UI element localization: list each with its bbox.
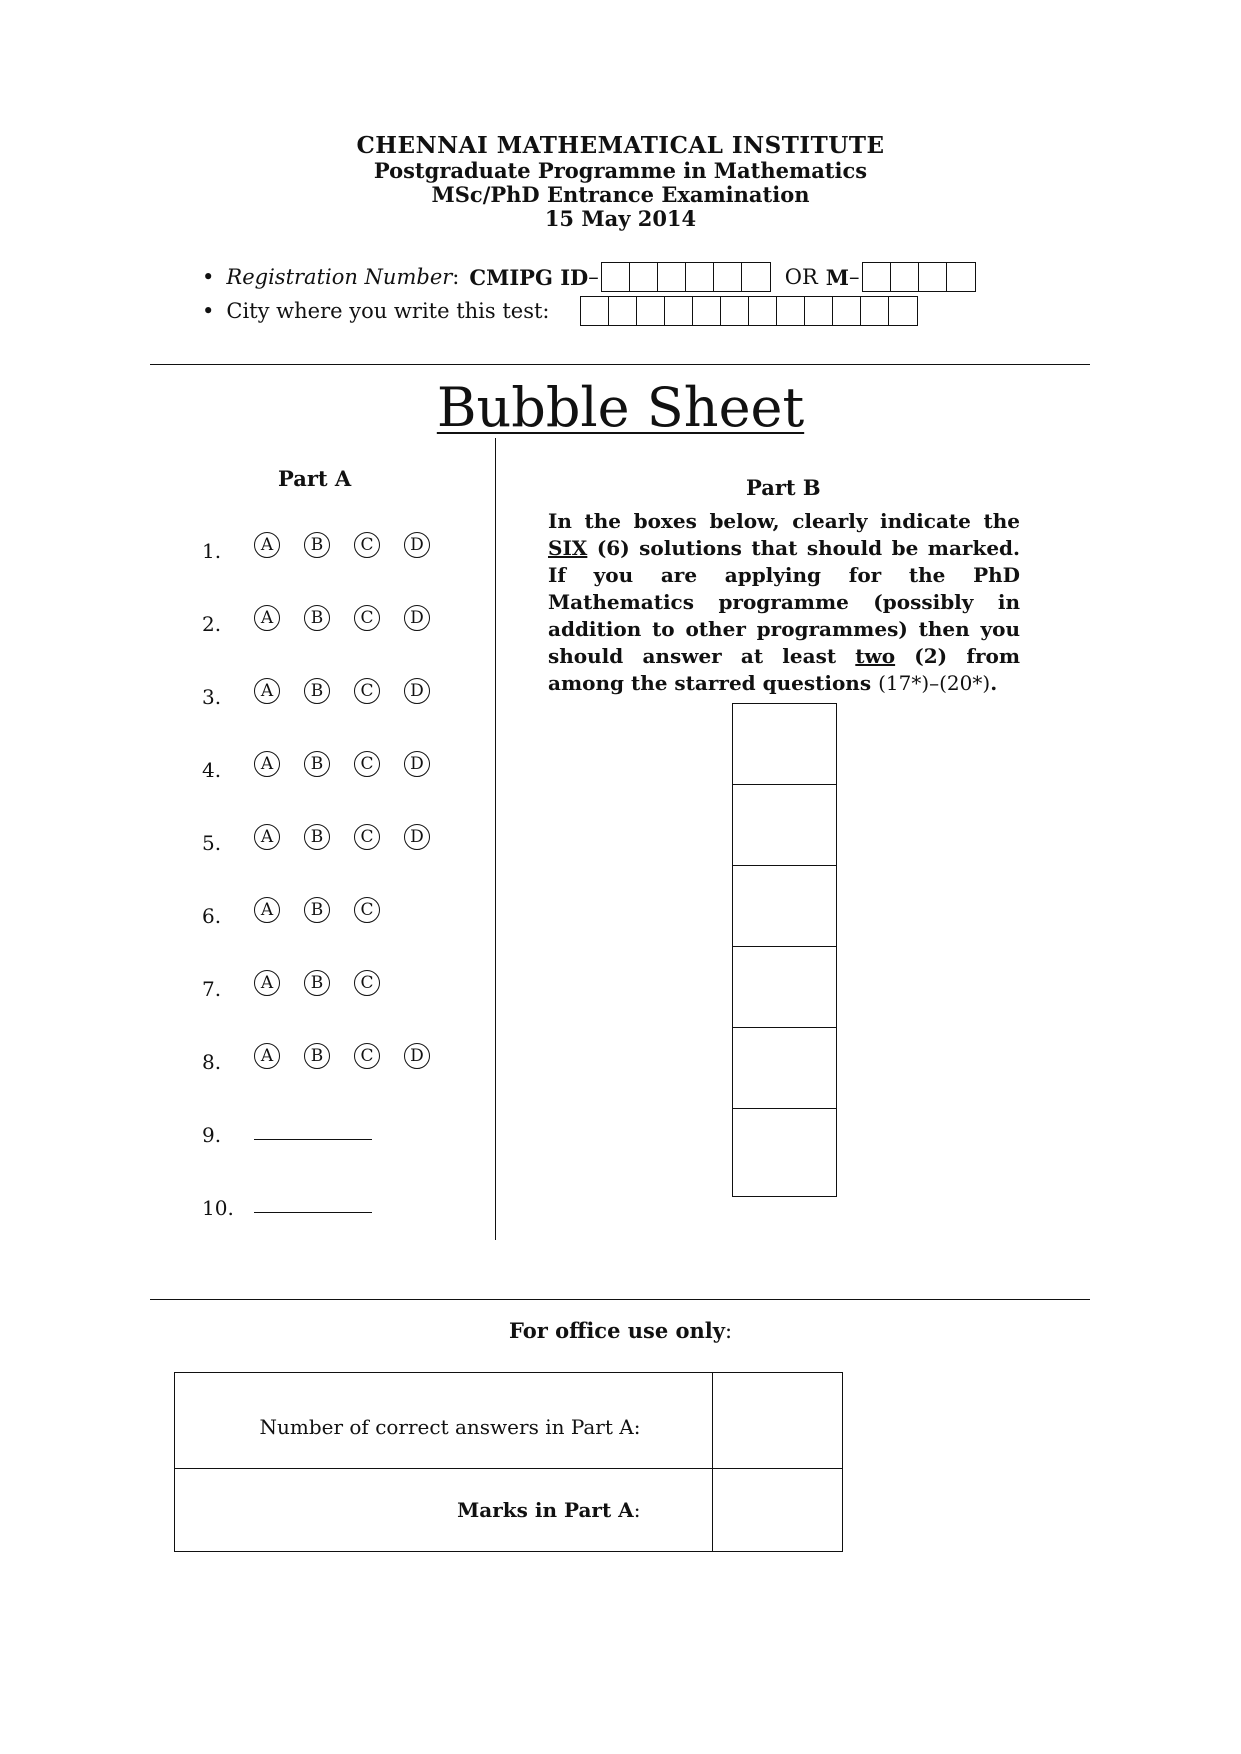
office-row1-label: Number of correct answers in Part A: <box>175 1373 713 1469</box>
question-row <box>202 530 454 563</box>
bubble-option[interactable]: A <box>254 824 280 850</box>
office-table <box>174 1372 843 1552</box>
question-number: 10. <box>202 1196 234 1220</box>
solution-box[interactable] <box>733 1109 836 1190</box>
exam-date: 15 May 2014 <box>544 206 697 231</box>
bubble-option[interactable]: B <box>304 897 330 923</box>
question-row <box>202 1041 454 1074</box>
question-row <box>202 749 454 782</box>
bubble-option[interactable]: A <box>254 1043 280 1069</box>
city-letter-box[interactable] <box>581 297 609 325</box>
bubble-option[interactable]: C <box>354 1043 380 1069</box>
question-number: 6. <box>202 904 222 928</box>
m-digit-box[interactable] <box>891 263 919 291</box>
bubble-option[interactable]: D <box>404 532 430 558</box>
or-label: OR <box>784 265 818 289</box>
question-number: 8. <box>202 1050 222 1074</box>
part-b-instructions <box>548 508 1020 697</box>
question-row <box>202 1187 372 1220</box>
city-row <box>202 296 918 326</box>
bubble-option[interactable]: B <box>304 678 330 704</box>
programme-name: Postgraduate Programme in Mathematics <box>373 158 868 183</box>
question-number: 1. <box>202 539 222 563</box>
question-row <box>202 822 454 855</box>
bubble-option[interactable]: A <box>254 532 280 558</box>
city-letter-box[interactable] <box>721 297 749 325</box>
bubble-option[interactable]: C <box>354 678 380 704</box>
solution-box[interactable] <box>733 866 836 947</box>
bubble-option[interactable]: D <box>404 1043 430 1069</box>
bubble-option[interactable]: C <box>354 970 380 996</box>
column-divider <box>495 438 496 1240</box>
m-dash: – <box>849 265 860 289</box>
bubble-option[interactable]: A <box>254 678 280 704</box>
office-row1-value[interactable] <box>713 1373 843 1469</box>
cmipg-dash: – <box>588 265 599 289</box>
bubble-option[interactable]: C <box>354 897 380 923</box>
exam-name: MSc/PhD Entrance Examination <box>431 182 810 207</box>
city-label: City where you write this test: <box>226 299 550 323</box>
registration-row <box>202 262 976 292</box>
solution-box[interactable] <box>733 947 836 1028</box>
instr-text: (6) solutions that should be marked. If you are applying for the PhD Mathematics programme (possibly in addition to other programmes) then you should answer at least <box>548 536 1020 668</box>
city-letter-box[interactable] <box>777 297 805 325</box>
id-digit-box[interactable] <box>602 263 630 291</box>
bullet: • <box>202 299 215 323</box>
bubble-option[interactable]: C <box>354 605 380 631</box>
id-digit-box[interactable] <box>714 263 742 291</box>
city-letter-box[interactable] <box>609 297 637 325</box>
question-number: 7. <box>202 977 222 1001</box>
divider-bottom <box>150 1299 1090 1300</box>
city-boxes[interactable] <box>580 296 918 326</box>
bubble-option[interactable]: C <box>354 532 380 558</box>
office-row2-label: Marks in Part A <box>457 1498 634 1522</box>
cmipg-prefix: CMIPG ID <box>469 264 589 290</box>
question-number: 4. <box>202 758 222 782</box>
registration-colon: : <box>452 265 460 289</box>
office-row-correct <box>175 1373 843 1469</box>
city-letter-box[interactable] <box>889 297 917 325</box>
divider-top <box>150 364 1090 365</box>
solution-box[interactable] <box>733 785 836 866</box>
question-row <box>202 603 454 636</box>
instr-two: two <box>855 644 896 668</box>
solution-box[interactable] <box>733 1028 836 1109</box>
office-row2-value[interactable] <box>713 1469 843 1552</box>
bubble-option[interactable]: D <box>404 824 430 850</box>
bubble-option[interactable]: A <box>254 897 280 923</box>
id-digit-box[interactable] <box>630 263 658 291</box>
answer-blank[interactable] <box>254 1119 372 1140</box>
bubble-option[interactable]: C <box>354 751 380 777</box>
office-row2-label-cell <box>175 1469 713 1552</box>
m-digit-box[interactable] <box>947 263 975 291</box>
m-digit-box[interactable] <box>863 263 891 291</box>
question-row <box>202 895 404 928</box>
bubble-option[interactable]: B <box>304 605 330 631</box>
city-letter-box[interactable] <box>693 297 721 325</box>
bubble-option[interactable]: C <box>354 824 380 850</box>
instr-period: . <box>990 671 998 695</box>
solution-box[interactable] <box>733 704 836 785</box>
question-number: 9. <box>202 1123 222 1147</box>
institute-name: CHENNAI MATHEMATICAL INSTITUTE <box>356 132 885 159</box>
city-letter-box[interactable] <box>805 297 833 325</box>
bullet: • <box>202 265 215 289</box>
bubble-option[interactable]: B <box>304 970 330 996</box>
m-number-boxes[interactable] <box>862 262 976 292</box>
office-row2-colon: : <box>633 1498 641 1522</box>
question-row <box>202 676 454 709</box>
bubble-option[interactable]: D <box>404 678 430 704</box>
bubble-option[interactable]: B <box>304 824 330 850</box>
office-title-row <box>0 1318 1241 1343</box>
m-digit-box[interactable] <box>919 263 947 291</box>
bubble-option[interactable]: D <box>404 751 430 777</box>
id-digit-box[interactable] <box>658 263 686 291</box>
city-letter-box[interactable] <box>833 297 861 325</box>
office-title: For office use only <box>508 1318 725 1343</box>
part-a-title: Part A <box>278 466 352 491</box>
solution-boxes <box>732 703 837 1197</box>
instr-six: SIX <box>548 536 588 560</box>
city-letter-box[interactable] <box>665 297 693 325</box>
registration-label: Registration Number <box>226 265 453 289</box>
answer-blank[interactable] <box>254 1192 372 1213</box>
page-title: Bubble Sheet <box>436 376 805 439</box>
office-row-marks <box>175 1469 843 1552</box>
id-digit-box[interactable] <box>742 263 770 291</box>
m-prefix: M <box>825 264 850 290</box>
instr-text: (2) from among the starred questions <box>548 644 1020 695</box>
question-row <box>202 968 404 1001</box>
registration-id-boxes[interactable] <box>601 262 771 292</box>
bubble-option[interactable]: B <box>304 532 330 558</box>
instr-range: (17*)–(20*) <box>878 671 991 695</box>
office-title-colon: : <box>724 1319 733 1343</box>
bubble-option[interactable]: B <box>304 751 330 777</box>
question-number: 5. <box>202 831 222 855</box>
city-letter-box[interactable] <box>637 297 665 325</box>
question-row <box>202 1114 372 1147</box>
question-number: 3. <box>202 685 222 709</box>
id-digit-box[interactable] <box>686 263 714 291</box>
bubble-option[interactable]: D <box>404 605 430 631</box>
bubble-option[interactable]: B <box>304 1043 330 1069</box>
instr-text: In the boxes below, clearly indicate the <box>548 509 1020 533</box>
city-letter-box[interactable] <box>749 297 777 325</box>
part-b-title: Part B <box>746 475 821 500</box>
bubble-option[interactable]: A <box>254 605 280 631</box>
city-letter-box[interactable] <box>861 297 889 325</box>
question-number: 2. <box>202 612 222 636</box>
bubble-option[interactable]: A <box>254 970 280 996</box>
bubble-option[interactable]: A <box>254 751 280 777</box>
